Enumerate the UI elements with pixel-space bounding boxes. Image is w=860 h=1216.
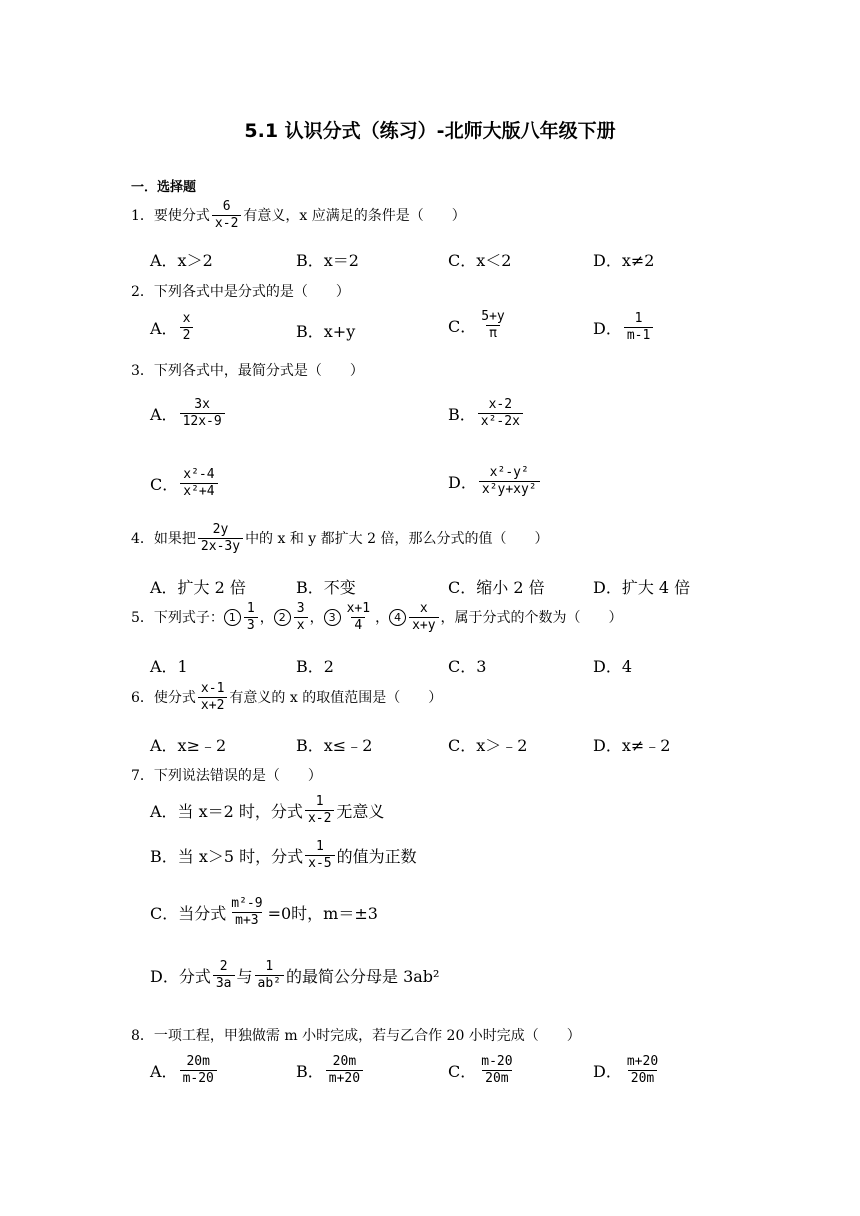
q2-option-b: B．x+y [296, 322, 356, 341]
q6-option-c: C．x＞﹣2 [448, 736, 528, 755]
q6-option-b: B．x≤﹣2 [296, 736, 373, 755]
question-7: 7．下列说法错误的是（ ） [131, 768, 322, 784]
section-heading: 一．选择题 [131, 180, 197, 195]
q5-option-d: D．4 [593, 657, 633, 676]
q8-option-b: B． $\frac{20m}{m+20}$ [296, 1055, 365, 1085]
q5-option-a: A．1 [150, 657, 188, 676]
q8-option-a: A． $\frac{20m}{m-20}$ [150, 1055, 219, 1085]
q2-option-d: D． $\frac{1}{m-1}$ [593, 312, 655, 342]
q3-option-a: A． $\frac{3x}{12x-9}$ [150, 398, 227, 428]
q4-option-b: B．不变 [296, 578, 356, 597]
q1-fraction: $\frac{6}{x-2}$ [212, 200, 241, 230]
q6-fraction: $\frac{x-1}{x+2}$ [198, 682, 227, 712]
question-2: 2．下列各式中是分式的是（ ） [131, 284, 350, 300]
q1-option-c: C．x＜2 [448, 251, 512, 270]
q2-option-c: C． $\frac{5+y}{\pi}$ [448, 309, 505, 341]
q4-option-d: D．扩大 4 倍 [593, 578, 691, 597]
circled-number-2: 2 [274, 609, 291, 626]
q4-fraction: $\frac{2y}{2x-3y}$ [198, 523, 243, 553]
question-6: 6．使分式 $\frac{x-1}{x+2}$ 有意义的 x 的取值范围是（ ） [131, 681, 443, 713]
q1-prefix: 1．要使分式 [131, 208, 210, 225]
q3-option-c: C． $\frac{\text{x²-4}}{\text{x²+4}}$ [150, 468, 220, 498]
q7-option-a: A．当 x＝2 时，分式 $\frac{1}{x-2}$ 无意义 [150, 794, 385, 826]
q7-option-d: D．分式 $\frac{2}{3a}$ 与 $\frac{1}{\text{ab²}}$ 的最简公分母是 3ab² [150, 959, 440, 991]
page-title: 5.1 认识分式（练习）-北师大版八年级下册 [244, 120, 616, 142]
q4-option-a: A．扩大 2 倍 [150, 578, 246, 597]
circled-number-4: 4 [389, 609, 406, 626]
q7-option-b: B．当 x＞5 时，分式 $\frac{1}{x-5}$ 的值为正数 [150, 839, 417, 871]
q4-option-c: C．缩小 2 倍 [448, 578, 545, 597]
question-3: 3．下列各式中，最简分式是（ ） [131, 363, 364, 379]
question-1 [131, 200, 466, 230]
q2-option-a: A． $\frac{x}{2}$ [150, 312, 195, 342]
q1-suffix: 有意义，x 应满足的条件是（ ） [243, 208, 466, 225]
question-5: 5．下列式子： 1 $\frac{1}{3}$ ， 2 $\frac{3}{x}$ ， 3 $\frac{x+1}{4}$ ， 4 $\frac{x}{x+y}$ ，属于分式的个数为（ ） [131, 601, 623, 633]
q6-option-a: A．x≥﹣2 [150, 736, 227, 755]
q3-option-d: D． $\frac{\text{x²-y²}}{\text{x²y+xy²}}$ [448, 466, 542, 496]
q1-option-a: A．x＞2 [150, 251, 213, 270]
q3-option-b: B． $\frac{x-2}{\text{x²-2x}}$ [448, 398, 525, 428]
q8-option-d: D． $\frac{m+20}{20m}$ [593, 1054, 659, 1086]
q5-option-c: C．3 [448, 657, 487, 676]
q8-option-c: C． $\frac{m-20}{20m}$ [448, 1054, 513, 1086]
circled-number-3: 3 [324, 609, 341, 626]
q7-option-c: C．当分式 $\frac{\text{m²-9}}{m+3}$ =0时，m＝±3 [150, 896, 378, 928]
circled-number-1: 1 [224, 609, 241, 626]
q5-option-b: B．2 [296, 657, 334, 676]
q1-option-b: B．x＝2 [296, 251, 359, 270]
question-4: 4．如果把 $\frac{2y}{2x-3y}$ 中的 x 和 y 都扩大 2 倍，那么分式的值（ ） [131, 522, 549, 554]
q6-option-d: D．x≠﹣2 [593, 736, 671, 755]
q1-option-d: D．x≠2 [593, 251, 655, 270]
question-8: 8．一项工程，甲独做需 m 小时完成，若与乙合作 20 小时完成（ ） [131, 1028, 581, 1044]
